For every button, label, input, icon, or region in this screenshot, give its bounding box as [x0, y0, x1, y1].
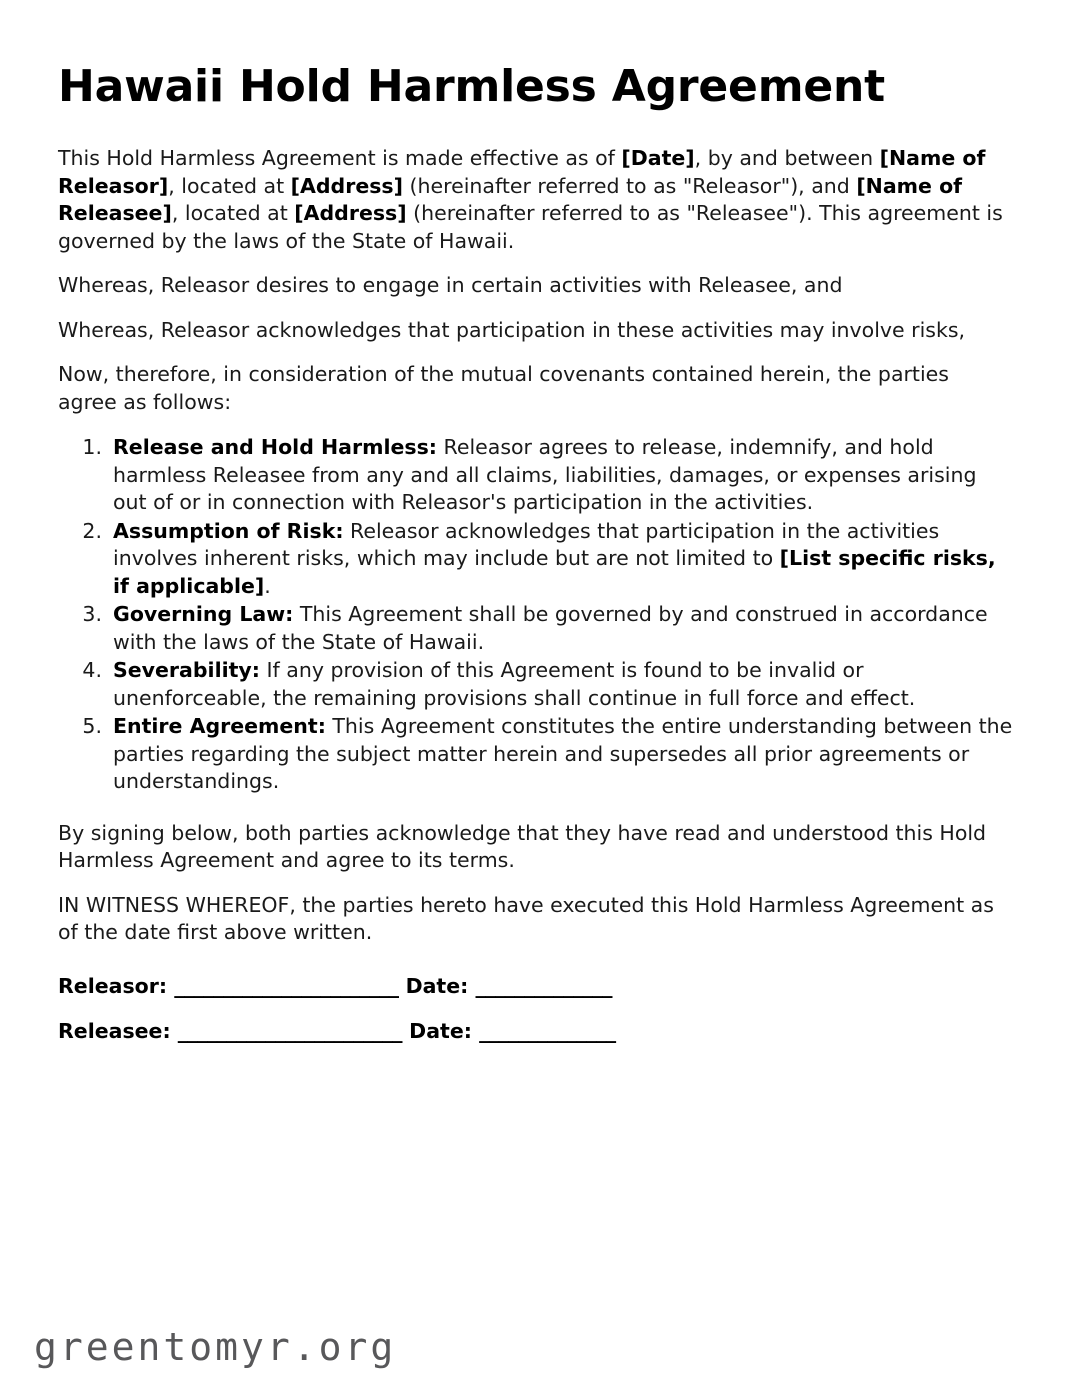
clause-heading: Severability: — [113, 658, 260, 683]
releasor-date-line[interactable]: ______________ — [475, 973, 612, 998]
releasee-signature-line[interactable]: _______________________ — [177, 1019, 403, 1044]
whereas-paragraph-2: Whereas, Releasor acknowledges that participation in these activities may involve risks, — [58, 317, 966, 342]
placeholder-releasee-name: [Name of Releasee] — [58, 173, 963, 226]
releasor-label: Releasor: — [58, 973, 175, 998]
clause-body: This Agreement shall be governed by and construed in accordance with the laws of the State of Hawaii. — [113, 602, 988, 654]
placeholder-releasor-name: [Name of Releasor] — [58, 146, 986, 198]
releasee-date-label: Date: — [402, 1019, 480, 1044]
clause-heading: Governing Law: — [113, 602, 294, 627]
placeholder-releasee-address: [Address] — [294, 201, 407, 226]
clause-list — [58, 434, 1013, 796]
page-title: Hawaii Hold Harmless Agreement — [58, 61, 885, 112]
clause-heading: Entire Agreement: — [113, 714, 326, 739]
list-item — [58, 657, 1013, 712]
intro-paragraph — [58, 145, 1013, 255]
intro-text-3: , located at — [168, 173, 291, 198]
whereas-paragraph-1: Whereas, Releasor desires to engage in certain activities with Releasee, and — [58, 273, 843, 298]
clause-body-tail: . — [264, 573, 271, 598]
clause-heading: Release and Hold Harmless: — [113, 435, 438, 460]
clause-emphasis: [List specific risks, if applicable] — [113, 546, 996, 598]
intro-text-5: , located at — [171, 201, 295, 226]
releasor-signature-line[interactable]: _______________________ — [174, 973, 399, 998]
clause-body: This Agreement constitutes the entire understanding between the parties regarding the subject matter herein and supersedes all prior agreements or understandings. — [113, 714, 1013, 794]
site-watermark: greentomyr.org — [34, 1325, 397, 1369]
clause-body: Releasor acknowledges that participation in the activities involves inherent risks, which may include but are not limited to — [113, 518, 940, 571]
intro-text-1: This Hold Harmless Agreement is made effective as of — [58, 146, 622, 171]
signature-row-releasee — [58, 1018, 1013, 1046]
acknowledgement-paragraph: By signing below, both parties acknowledge that they have read and understood this Hold Harmless Agreement and agree to its terms. — [58, 820, 987, 873]
clause-body: Releasor agrees to release, indemnify, and hold harmless Releasee from any and all claims, liabilities, damages, or expenses arising out of or in connection with Releasor's participation in the activities. — [113, 435, 977, 515]
placeholder-date: [Date] — [621, 146, 695, 171]
list-item — [58, 713, 1013, 796]
list-item — [58, 601, 1013, 656]
list-item — [58, 434, 1013, 517]
releasee-date-line[interactable]: ______________ — [479, 1019, 616, 1044]
signature-block — [58, 973, 1013, 1046]
intro-text-6: (hereinafter referred to as "Releasee"). This agreement is governed by the laws of the State of Hawaii. — [58, 201, 1003, 253]
intro-text-2: , by and between — [694, 146, 880, 171]
releasee-label: Releasee: — [58, 1019, 178, 1044]
witness-paragraph: IN WITNESS WHEREOF, the parties hereto have executed this Hold Harmless Agreement as of the date first above written. — [58, 892, 994, 945]
now-therefore-paragraph: Now, therefore, in consideration of the mutual covenants contained herein, the parties agree as follows: — [58, 362, 949, 414]
releasor-date-label: Date: — [398, 973, 476, 998]
placeholder-releasor-address: [Address] — [290, 173, 403, 198]
signature-row-releasor — [58, 973, 1013, 1001]
clause-body: If any provision of this Agreement is found to be invalid or unenforceable, the remaining provisions shall continue in full force and effect. — [113, 658, 916, 710]
intro-text-4: (hereinafter referred to as "Releasor"), and — [403, 173, 857, 198]
document-content — [58, 62, 1013, 1064]
list-item — [58, 518, 1013, 601]
clause-heading: Assumption of Risk: — [113, 518, 344, 543]
